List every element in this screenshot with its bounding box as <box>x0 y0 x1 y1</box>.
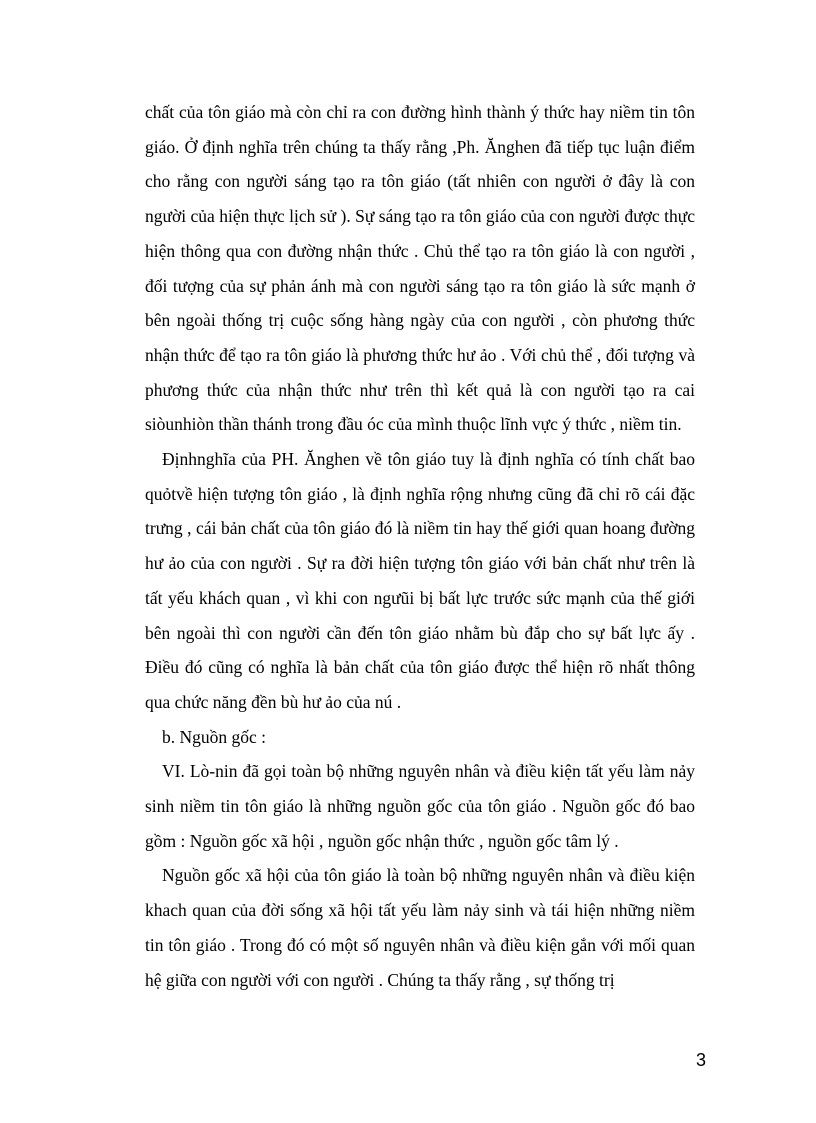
paragraph-continuation: chất của tôn giáo mà còn chỉ ra con đường hình thành ý thức hay niềm tin tôn giáo. Ở định nghĩa trên chúng ta thấy rằng ,Ph. Ănghen đã tiếp tục luận điểm cho rằng con người sáng tạo ra tôn giáo (tất nhiên con người ở đây là con người của hiện thực lịch sử ). Sự sáng tạo ra tôn giáo của con người được thực hiện thông qua con đường nhận thức . Chủ thể tạo ra tôn giáo là con người , đối tượng của sự phản ánh mà con người sáng tạo ra tôn giáo là sức mạnh ở bên ngoài thống trị cuộc sống hàng ngày của con người , còn phương thức nhận thức để tạo ra tôn giáo là phương thức hư ảo . Với chủ thể , đối tượng và phương thức của nhận thức như trên thì kết quả là con người tạo ra cai siòunhiòn thần thánh trong đầu óc của mình thuộc lĩnh vực ý thức , niềm tin. <box>145 102 695 435</box>
paragraph-social-origin-text: Nguồn gốc xã hội của tôn giáo là toàn bộ những nguyên nhân và điều kiện khach quan của đời sống xã hội tất yếu làm nảy sinh và tái hiện những niềm tin tôn giáo . Trong đó có một số nguyên nhân và điều kiện gắn với mối quan hệ giữa con người với con người . Chúng ta thấy rằng , sự thống trị <box>145 865 695 990</box>
body-text <box>145 95 695 997</box>
section-heading-origin <box>145 720 695 755</box>
page-number: 3 <box>695 1050 706 1070</box>
paragraph-social-origin <box>145 858 695 997</box>
paragraph-definition-text: Địnhnghĩa của PH. Ănghen về tôn giáo tuy là định nghĩa có tính chất bao quỏtvề hiện tượng tôn giáo , là định nghĩa rộng nhưng cũng đã chỉ rõ cái đặc trưng , cái bản chất của tôn giáo đó là niềm tin hay thế giới quan hoang đường hư ảo của con người . Sự ra đời hiện tượng tôn giáo với bản chất như trên là tất yếu khách quan , vì khi con ngưũi bị bất lực trước sức mạnh của thế giới bên ngoài thì con người cần đến tôn giáo nhằm bù đắp cho sự bất lực ấy . Điều đó cũng có nghĩa là bản chất của tôn giáo được thể hiện rõ nhất thông qua chức năng đền bù hư ảo của nú . <box>145 449 695 712</box>
section-heading-text: b. Nguồn gốc : <box>162 726 267 747</box>
paragraph-lenin-text: VI. Lò-nin đã gọi toàn bộ những nguyên nhân và điều kiện tất yếu làm nảy sinh niềm tin tôn giáo là những nguồn gốc của tôn giáo . Nguồn gốc đó bao gồm : Nguồn gốc xã hội , nguồn gốc nhận thức , nguồn gốc tâm lý . <box>145 761 695 851</box>
paragraph-lenin <box>145 754 695 858</box>
paragraph-definition <box>145 442 695 720</box>
